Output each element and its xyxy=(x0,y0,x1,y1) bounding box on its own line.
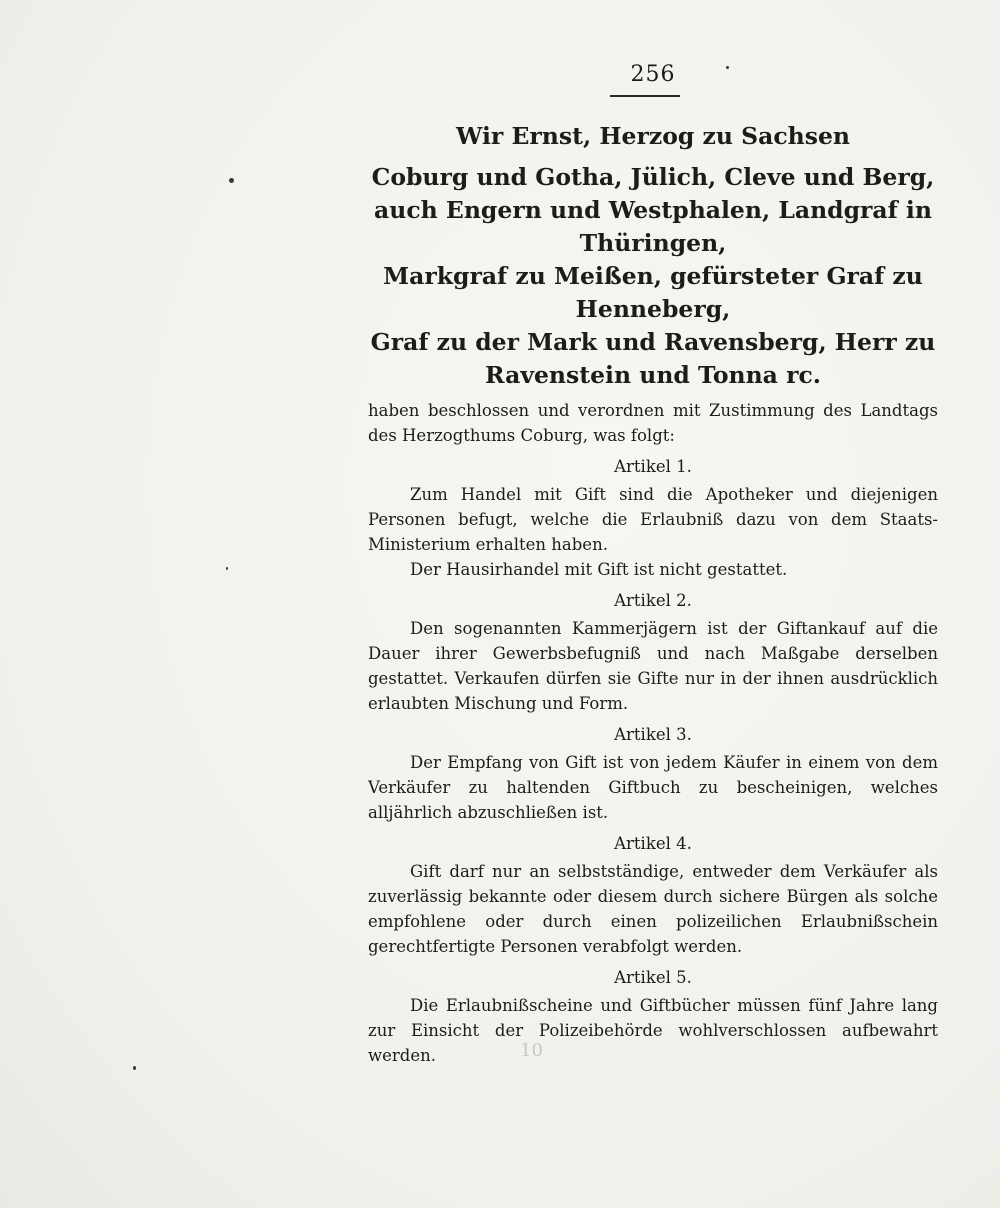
article-heading: Artikel 3. xyxy=(614,725,692,744)
article-1 xyxy=(368,454,938,582)
article-2 xyxy=(368,588,938,716)
article-paragraph: Den sogenannten Kammerjägern ist der Giftankauf auf die Dauer ihrer Gewerbsbefugniß und nach Maßgabe derselben gestattet. Verkaufen dürfen sie Gifte nur in der ihnen ausdrücklich erlaubten Mischung und Form. xyxy=(368,619,938,713)
ink-speck xyxy=(226,567,228,570)
article-heading: Artikel 1. xyxy=(614,457,692,476)
article-paragraph: Zum Handel mit Gift sind die Apotheker und diejenigen Personen befugt, welche die Erlaubniß dazu von dem Staats-Ministerium erhalten haben. xyxy=(368,485,938,554)
heading-line-4: Markgraf zu Meißen, gefürsteter Graf zu Henneberg, xyxy=(383,262,923,323)
heading-word-wir: Wir xyxy=(456,122,504,150)
article-paragraph: Der Empfang von Gift ist von jedem Käufer in einem von dem Verkäufer zu haltenden Giftbuch zu bescheinigen, welches alljährlich abzuschließen ist. xyxy=(368,753,938,822)
article-paragraph: Die Erlaubnißscheine und Giftbücher müssen fünf Jahre lang zur Einsicht der Polizeibehörde wohlverschlossen aufbewahrt werden. xyxy=(368,996,938,1065)
article-paragraph: Der Hausirhandel mit Gift ist nicht gestattet. xyxy=(410,560,788,579)
page-number: 256 xyxy=(630,62,676,87)
article-heading: Artikel 4. xyxy=(614,834,692,853)
intro-paragraph: haben beschlossen und verordnen mit Zustimmung des Landtags des Herzogthums Coburg, was folgt: xyxy=(368,401,938,445)
article-heading: Artikel 5. xyxy=(614,968,692,987)
ink-speck xyxy=(229,178,234,183)
article-heading: Artikel 2. xyxy=(614,591,692,610)
heading-word-ernst: Ernst, xyxy=(511,122,592,150)
ink-speck xyxy=(133,1066,136,1070)
article-paragraph: Gift darf nur an selbstständige, entweder dem Verkäufer als zuverlässig bekannte oder diesem durch sichere Bürgen als solche empfohlene oder durch einen polizeilichen Erlaubnißschein gerechtfertigte Personen verabfolgt werden. xyxy=(368,862,938,956)
text-block xyxy=(368,62,938,1068)
decree-heading xyxy=(368,111,938,392)
article-3 xyxy=(368,722,938,825)
heading-line-1-rest: Herzog zu Sachsen xyxy=(599,122,850,150)
article-4 xyxy=(368,831,938,959)
heading-line-6: Ravenstein und Tonna rc. xyxy=(485,361,821,389)
heading-line-3: auch Engern und Westphalen, Landgraf in Thüringen, xyxy=(374,196,932,257)
article-5 xyxy=(368,965,938,1068)
bleed-through-mark: 10 xyxy=(520,1040,543,1061)
heading-line-2: Coburg und Gotha, Jülich, Cleve und Berg, xyxy=(371,163,935,191)
heading-line-1 xyxy=(368,111,938,161)
heading-line-5: Graf zu der Mark und Ravensberg, Herr zu xyxy=(370,328,936,356)
page-number-rule xyxy=(610,95,680,97)
